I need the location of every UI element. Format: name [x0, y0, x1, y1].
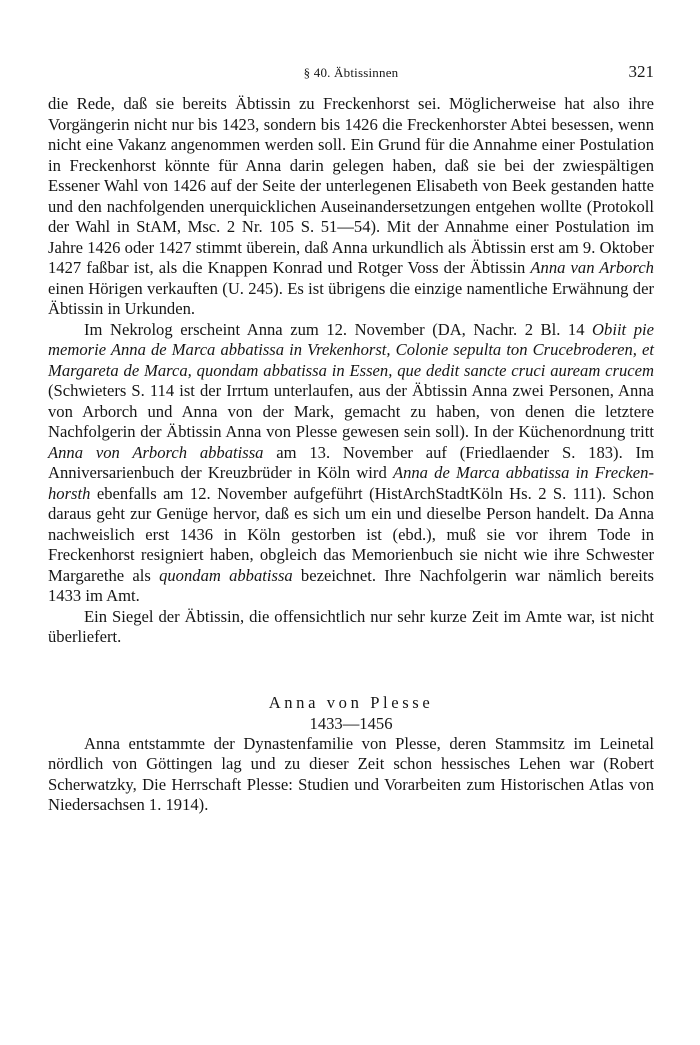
- paragraph-3: [48, 607, 654, 648]
- paragraph-2: [48, 320, 654, 607]
- italic-segment: Obiit pie memorie Anna de Marca abbatissa in Vrekenhorst, Colonie sepulta ton Crucebroderen, et Margareta de Marca, quondam abbatissa in Essen, que dedit sancte cruci auream crucem: [48, 319, 654, 380]
- text-segment: Anna entstammte der Dynastenfamilie von Plesse, deren Stammsitz im Leinetal nördlich von Göttingen lag und zu dieser Zeit schon hessisches Lehen war (Robert Scherwatzky, Die Herrschaft Plesse: Studien und Vorarbeiten zum Historischen Atlas von Niedersachsen 1. 1914).: [48, 733, 654, 814]
- italic-segment: Anna van Arborch: [530, 258, 654, 277]
- text-segment: die Rede, daß sie bereits Äbtissin zu Freckenhorst sei. Möglicherweise hat also ihre Vorgängerin nicht nur bis 1423, sondern bis 1426 die Freckenhorster Abtei besessen, wenn nicht eine Vakanz angenommen werden soll. Ein Grund für die Annahme einer Postulation in Freckenhorst könnte für Anna darin gelegen haben, daß sie bei der zwiespältigen Essener Wahl von 1426 auf der Seite der unterlegenen Elisabeth von Beek gestanden hatte und den nachfolgenden unerquicklichen Auseinandersetzungen entgehen wollte (Protokoll der Wahl in StAM, Msc. 2 Nr. 105 S. 51—54). Mit der Annahme einer Postulation im Jahre 1426 oder 1427 stimmt überein, daß Anna urkundlich als Äbtissin erst am 9. Oktober 1427 faßbar ist, als die Knappen Konrad und Rotger Voss der Äbtissin: [48, 94, 654, 277]
- section-dates: 1433—1456: [309, 713, 393, 733]
- text-segment: einen Hörigen verkauften (U. 245). Es ist übrigens die einzige namentliche Erwähnung der Äbtissin in Urkunden.: [48, 278, 654, 318]
- paragraph-4: [48, 734, 654, 816]
- italic-segment: quondam abbatissa: [159, 565, 293, 585]
- italic-segment: Anna de Marca abbatissa in Freckenhorsth: [48, 463, 654, 503]
- text-segment: am 13. November auf (Friedlaender S. 183). Im Anniversarienbuch der Kreuzbrüder in Köln wird: [48, 442, 654, 482]
- body-text: [48, 94, 654, 816]
- running-head: [48, 62, 654, 84]
- section-name: Anna von Plesse: [268, 692, 434, 712]
- italic-segment: Anna von Arborch abbatissa: [48, 442, 264, 462]
- text-segment: bezeichnet. Ihre Nachfolgerin war nämlich bereits 1433 im Amt.: [48, 565, 654, 605]
- paragraph-1: [48, 94, 654, 320]
- section-heading: [48, 692, 654, 734]
- running-head-title: § 40. Äbtissinnen: [303, 65, 399, 80]
- text-segment: Im Nekrolog erscheint Anna zum 12. November (DA, Nachr. 2 Bl. 14: [84, 319, 593, 339]
- text-segment: ebenfalls am 12. November aufgeführt (HistArchStadtKöln Hs. 2 S. 111). Schon daraus geht zur Genüge hervor, daß es sich um ein und dieselbe Person handelt. Da Anna nachweislich erst 1436 in Köln gestorben ist (ebd.), muß sie vor ihrem Tode in Freckenhorst resigniert haben, obgleich das Memorienbuch sie nicht wie ihre Schwester Margarethe als: [48, 483, 654, 585]
- text-segment: Ein Siegel der Äbtissin, die offensichtlich nur sehr kurze Zeit im Amte war, ist nicht überliefert.: [48, 606, 654, 646]
- text-segment: (Schwieters S. 114 ist der Irrtum unterlaufen, aus der Äbtissin Anna zwei Personen, Anna von Arborch und Anna von der Mark, gemacht zu haben, von denen die letztere Nachfolgerin der Äbtissin Anna von Plesse gewesen sein soll). In der Küchenordnung tritt: [48, 381, 654, 441]
- page-number: 321: [628, 62, 654, 81]
